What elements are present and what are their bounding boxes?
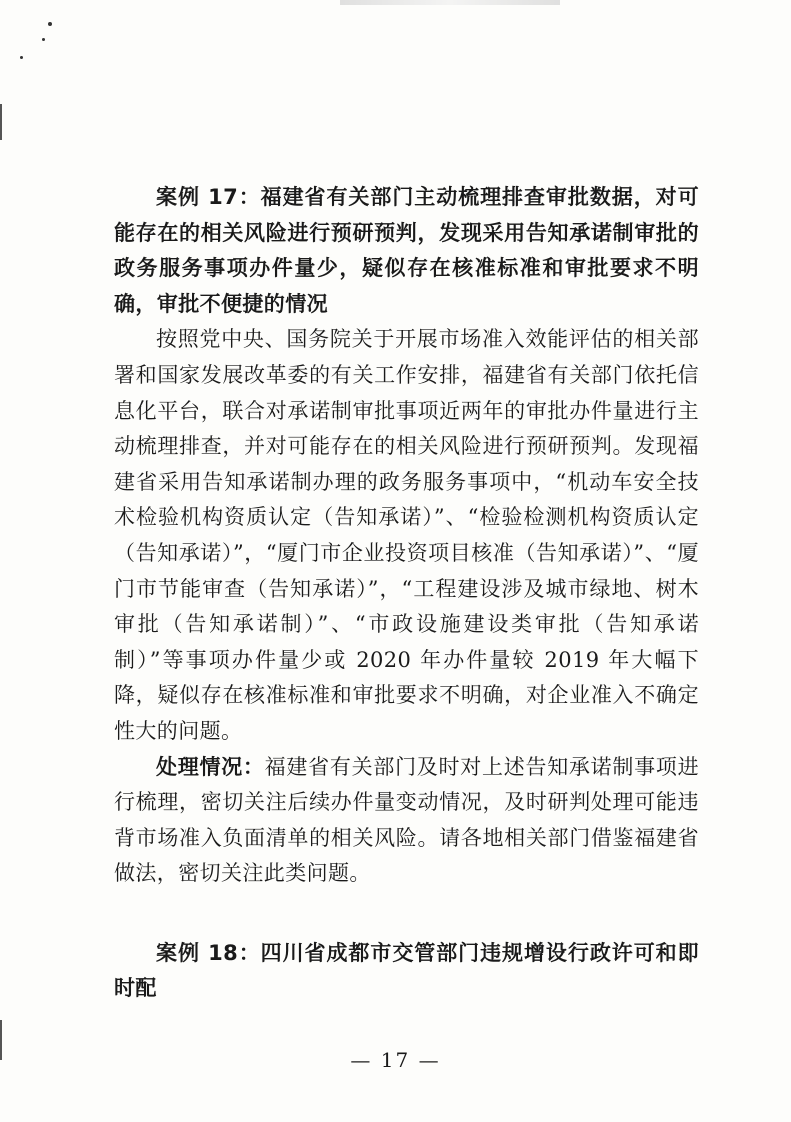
handling-text: 福建省有关部门及时对上述告知承诺制事项进行梳理，密切关注后续办件量变动情况，及时研判处理可能违背市场准入负面清单的相关风险。请各地相关部门借鉴福建省做法，密切关注此类问题。	[114, 754, 700, 886]
scan-top-mark	[340, 0, 560, 5]
case-18-title: 案例 18：四川省成都市交管部门违规增设行政许可和即时配	[114, 940, 699, 1001]
scan-edge-line	[0, 104, 2, 140]
case-17-title: 案例 17：福建省有关部门主动梳理排查审批数据，对可能存在的相关风险进行预研预判，发现采用告知承诺制审批的政务服务事项办件量少，疑似存在核准标准和审批要求不明确，审批不便捷的情况	[114, 185, 699, 316]
document-body	[114, 180, 699, 1007]
case-17-body: 按照党中央、国务院关于开展市场准入效能评估的相关部署和国家发展改革委的有关工作安排，福建省有关部门依托信息化平台，联合对承诺制审批事项近两年的审批办件量进行主动梳理排查，并对可能存在的相关风险进行预研预判。发现福建省采用告知承诺制办理的政务服务事项中，“机动车安全技术检验机构资质认定（告知承诺）”、“检验检测机构资质认定（告知承诺）”，“厦门市企业投资项目核准（告知承诺）”、“厦门市节能审查（告知承诺）”，“工程建设涉及城市绿地、树木审批（告知承诺制）”、“市政设施建设类审批（告知承诺制）”等事项办件量少或 2020 年办件量较 2019 年大幅下降，疑似存在核准标准和审批要求不明确，对企业准入不确定性大的问题。	[114, 327, 699, 743]
handling-label: 处理情况：	[156, 754, 265, 779]
scan-speck	[20, 56, 23, 59]
page-number: — 17 —	[350, 1048, 441, 1072]
scan-speck	[42, 38, 45, 41]
scan-speck	[48, 22, 52, 26]
case-17-handling	[114, 750, 699, 892]
